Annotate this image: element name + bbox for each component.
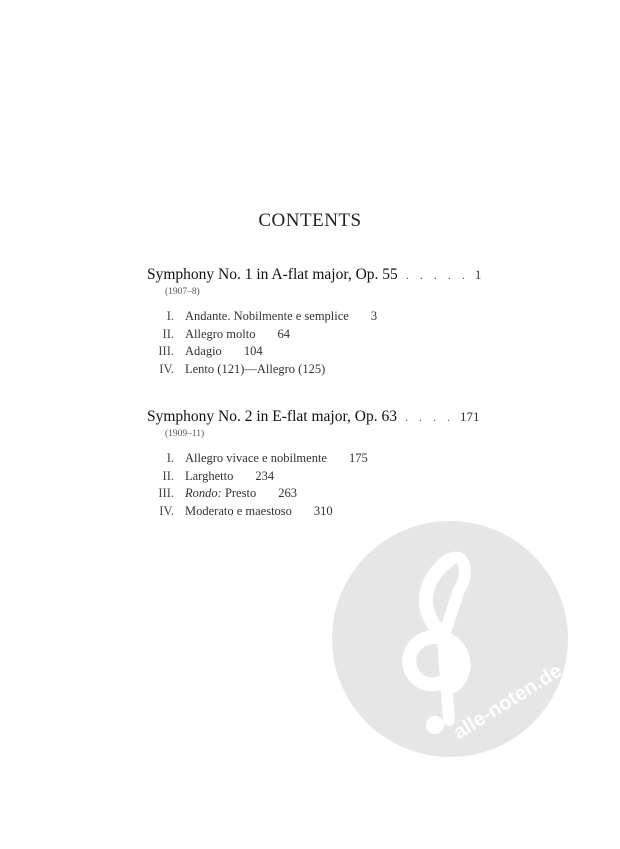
movement-item[interactable] [147, 486, 507, 504]
movement-item[interactable] [147, 504, 507, 522]
movement-page-number[interactable]: 64 [277, 326, 290, 341]
movement-numeral: IV. [159, 361, 174, 376]
movement-title[interactable]: Lento (121)—Allegro (125) [185, 361, 326, 376]
work-heading[interactable] [147, 266, 507, 284]
movement-numeral: I. [166, 451, 174, 465]
movement-item[interactable] [147, 451, 507, 469]
dot-leader: . . . . . [405, 268, 469, 282]
movement-title[interactable]: Allegro molto [185, 326, 256, 341]
work-dates: (1909–11) [165, 429, 205, 439]
movement-numeral: II. [162, 468, 174, 483]
watermark-text: alle-noten.de [449, 659, 566, 744]
movement-page-number[interactable]: 3 [370, 309, 378, 323]
movement-title-rest: Presto [221, 486, 257, 500]
movement-item[interactable] [147, 327, 507, 345]
movement-item[interactable] [147, 469, 507, 487]
work-page-number[interactable]: 171 [459, 409, 480, 424]
movement-page-number[interactable]: 175 [348, 451, 368, 465]
movement-title[interactable]: Allegro vivace e nobilmente [185, 451, 327, 465]
movement-title[interactable] [185, 486, 256, 501]
movement-list [147, 451, 507, 521]
work-dates: (1907–8) [165, 287, 200, 297]
page-title: CONTENTS [258, 210, 362, 231]
movement-title[interactable]: Andante. Nobilmente e semplice [185, 309, 349, 323]
movement-title[interactable]: Larghetto [185, 468, 234, 483]
movement-item[interactable] [147, 362, 507, 380]
movement-numeral: III. [158, 344, 174, 358]
movement-page-number[interactable]: 234 [255, 468, 275, 483]
movement-item[interactable] [147, 309, 507, 327]
movement-numeral: I. [166, 309, 174, 323]
movement-page-number[interactable]: 104 [243, 344, 263, 358]
work-title[interactable]: Symphony No. 2 in E-flat major, Op. 63 [147, 408, 397, 425]
movement-numeral: IV. [159, 503, 174, 518]
toc-entry-symphony-2[interactable] [147, 408, 507, 521]
movement-title-italic: Rondo: [185, 486, 222, 500]
dot-leader: . . . . [404, 410, 454, 424]
work-heading[interactable] [147, 408, 507, 426]
work-title[interactable]: Symphony No. 1 in A-flat major, Op. 55 [147, 266, 398, 283]
movement-numeral: III. [158, 486, 174, 500]
watermark-logo [331, 520, 569, 758]
movement-page-number[interactable]: 310 [313, 503, 333, 518]
movement-numeral: II. [162, 326, 174, 341]
movement-page-number[interactable]: 263 [278, 486, 297, 500]
toc-entry-symphony-1[interactable] [147, 266, 507, 379]
work-page-number[interactable]: 1 [474, 267, 482, 282]
movement-title[interactable]: Adagio [185, 344, 222, 358]
movement-title[interactable]: Moderato e maestoso [185, 503, 292, 518]
movement-list [147, 309, 507, 379]
movement-item[interactable] [147, 344, 507, 362]
